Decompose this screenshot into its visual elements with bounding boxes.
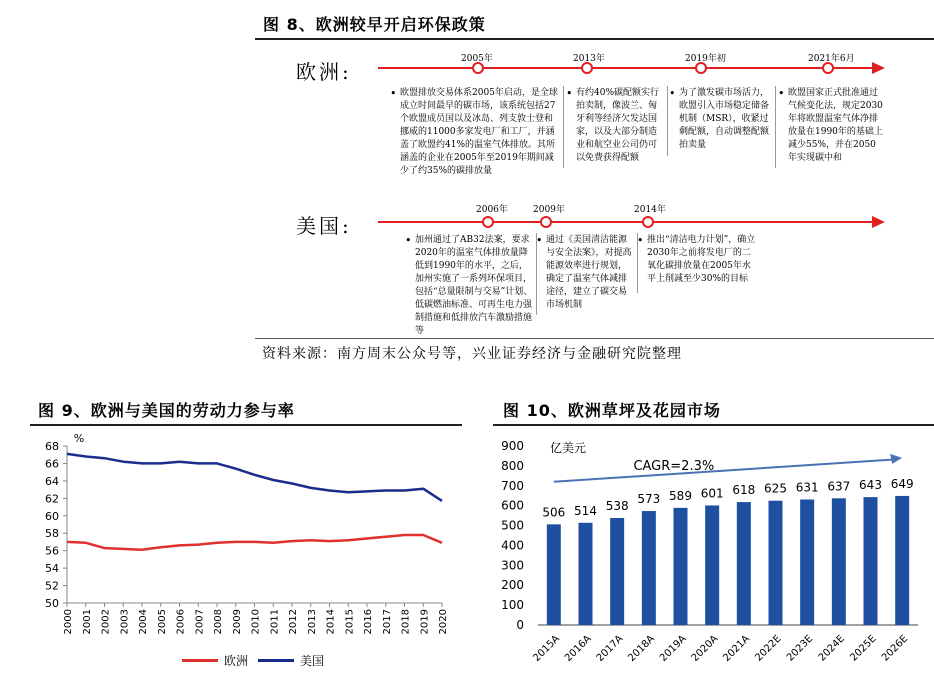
fig9-title-rule (30, 424, 462, 426)
eu-year-2005: 2005年 (461, 54, 493, 64)
fig8-title: 图 8、欧洲较早开启环保政策 (263, 15, 486, 34)
bar-2026E (895, 496, 909, 625)
fig10-title-rule (493, 424, 934, 426)
x-tick-label: 2025E (848, 633, 879, 664)
us-dot-2006 (483, 217, 493, 227)
x-tick-label: 2000 (63, 609, 74, 635)
x-tick-label: 2023E (785, 633, 816, 664)
x-tick-label: 2015A (531, 633, 562, 664)
eu-timeline-arrow (872, 62, 885, 74)
x-tick-label: 2019 (419, 609, 431, 635)
y-tick-label: 64 (45, 474, 59, 488)
x-tick-label: 2021A (721, 633, 752, 664)
y-tick-label: 50 (45, 597, 59, 610)
y-tick-label: 800 (501, 458, 524, 473)
us-event-2009: • 通过《美国清洁能源与安全法案》，对提高能源效率进行规划，确定了温室气体减排途径，建立了碳交易市场机制 (536, 234, 632, 312)
bar-2020A (705, 505, 719, 625)
x-tick-label: 2018A (626, 633, 657, 664)
x-tick-label: 2016 (363, 609, 374, 635)
fig9-title: 图 9、欧洲与美国的劳动力参与率 (38, 401, 295, 420)
y-tick-label: 600 (501, 498, 524, 513)
bar-value-label: 506 (542, 505, 566, 520)
eu-dot-2019 (696, 63, 706, 73)
x-tick-label: 2020A (689, 633, 721, 664)
eu-year-2021: 2021年6月 (808, 54, 855, 64)
y-tick-label: 54 (45, 562, 59, 576)
y-tick-label: 0 (516, 618, 524, 632)
eu-event-2005: • 欧盟排放交易体系2005年启动，是全球成立时间最早的碳市场，该系统包括27个欧盟成员国以及冰岛、列支敦士登和挪威的11000多家发电厂和工厂，并涵盖了欧盟约41%的温室气体排放。其所涵盖的企业在2005年至2019年期间减少了约35%的碳排放量 (390, 87, 558, 178)
fig9-legend-eu (182, 652, 248, 669)
x-tick-label: 2014 (325, 609, 337, 635)
y-tick-label: 500 (501, 518, 524, 533)
us-year-2009: 2009年 (533, 205, 565, 215)
y-tick-label: 100 (501, 598, 524, 613)
us-year-2014: 2014年 (634, 205, 666, 215)
x-tick-label: 2008 (213, 609, 224, 635)
bar-2025E (864, 497, 878, 625)
y-tick-label: 52 (45, 579, 59, 593)
y-tick-label: 300 (501, 558, 524, 573)
x-tick-label: 2010 (250, 609, 262, 635)
x-tick-label: 2005 (156, 609, 168, 635)
x-tick-label: 2015 (344, 609, 356, 635)
bar-2021A (737, 502, 751, 625)
x-tick-label: 2020 (438, 609, 449, 635)
bar-value-label: 601 (700, 486, 724, 501)
bar-2017A (610, 518, 624, 625)
fig9-legend-us (258, 652, 324, 669)
x-tick-label: 2013 (306, 609, 318, 635)
bar-value-label: 631 (795, 480, 819, 495)
x-tick-label: 2009 (231, 609, 243, 635)
y-tick-label: 700 (501, 478, 524, 493)
x-tick-label: 2017 (381, 609, 393, 635)
us-label: 美国: (296, 214, 352, 238)
bar-value-label: 649 (890, 476, 914, 491)
eu-event-2021: • 欧盟国家正式批准通过气候变化法，规定2030年将欧盟温室气体净排放量在1990年的基础上减少55%，并在2050年实现碳中和 (778, 87, 884, 165)
legend-eu-label: 欧洲 (224, 654, 249, 668)
eu-event-2013: • 有约40%碳配额实行拍卖制，像波兰、匈牙利等经济欠发达国家，以及大部分制造业和航空业公司仍可以免费获得配额 (566, 87, 664, 165)
x-tick-label: 2003 (119, 609, 131, 635)
bar-value-label: 573 (637, 492, 661, 507)
fig8-bottom-rule (255, 338, 934, 339)
cagr-arrow-head (890, 454, 902, 464)
x-tick-label: 2024E (816, 633, 847, 664)
x-tick-label: 2026E (880, 633, 911, 664)
y-tick-label: 66 (45, 457, 59, 471)
us-timeline-arrow (872, 216, 885, 228)
garden-market-chart (493, 428, 934, 673)
y-tick-label: 62 (45, 492, 59, 506)
fig8-source: 资料来源：南方周末公众号等，兴业证券经济与金融研究院整理 (262, 346, 682, 362)
x-tick-label: 2012 (288, 609, 299, 635)
fig10-title: 图 10、欧洲草坪及花园市场 (503, 401, 721, 420)
bar-value-label: 625 (764, 481, 787, 496)
eu-year-2019: 2019年初 (685, 54, 726, 64)
series-line-欧洲 (67, 535, 442, 550)
legend-eu-swatch (182, 659, 218, 662)
bar-value-label: 618 (732, 483, 756, 498)
eu-divider-2 (667, 86, 668, 156)
series-line-美国 (67, 454, 442, 501)
y-tick-label: 56 (45, 544, 59, 558)
us-event-2006: • 加州通过了AB32法案，要求2020年的温室气体排放量降低到1990年的水平，之后，加州实施了一系列环保项目，包括“总量限制与交易”计划、低碳燃油标准、可再生电力强制措施和低排放汽车激励措施等 (405, 234, 533, 338)
bar-value-label: 514 (574, 503, 597, 518)
x-tick-label: 2001 (81, 609, 93, 635)
bar-value-label: 643 (859, 478, 882, 493)
x-tick-label: 2004 (138, 609, 149, 635)
us-dot-2014 (643, 217, 653, 227)
bar-value-label: 637 (827, 479, 851, 494)
eu-dot-2021 (823, 63, 833, 73)
bar-2023E (800, 500, 814, 625)
labor-participation-chart (30, 428, 462, 673)
bar-2022E (769, 501, 783, 625)
y-tick-label: 200 (501, 578, 524, 593)
cagr-annotation: CAGR=2.3% (633, 458, 715, 474)
y-unit-label: % (73, 432, 85, 445)
bar-2019A (674, 508, 688, 625)
bar-2015A (547, 524, 561, 625)
x-tick-label: 2022E (753, 633, 784, 664)
bar-2018A (642, 511, 656, 625)
x-tick-label: 2006 (175, 609, 187, 635)
eu-dot-2013 (582, 63, 592, 73)
y-tick-label: 68 (45, 440, 59, 453)
y-tick-label: 60 (45, 509, 59, 523)
bar-2024E (832, 498, 846, 625)
y-tick-label: 900 (501, 439, 524, 453)
x-tick-label: 2016A (563, 633, 594, 664)
x-tick-label: 2002 (100, 609, 112, 635)
bar-value-label: 589 (669, 488, 692, 503)
eu-divider-1 (563, 86, 564, 168)
us-event-2014: • 推出“清洁电力计划”，确立2030年之前将发电厂的二氧化碳排放量在2005年水平上削减至少30%的目标 (637, 234, 757, 286)
us-dot-2009 (541, 217, 551, 227)
x-tick-label: 2018 (400, 609, 412, 635)
legend-us-swatch (258, 659, 294, 662)
eu-divider-3 (775, 86, 776, 168)
x-tick-label: 2007 (194, 609, 206, 635)
y-unit-label: 亿美元 (549, 441, 587, 455)
eu-event-2019: • 为了激发碳市场活力，欧盟引入市场稳定储备机制（MSR），收紧过剩配额，自动调整配额拍卖量 (669, 87, 770, 152)
y-tick-label: 400 (501, 538, 524, 553)
x-tick-label: 2011 (269, 609, 281, 635)
legend-us-label: 美国 (300, 654, 325, 668)
x-tick-label: 2019A (658, 633, 689, 664)
us-year-2006: 2006年 (476, 205, 508, 215)
eu-dot-2005 (473, 63, 483, 73)
eu-label: 欧洲: (296, 60, 352, 84)
bar-value-label: 538 (605, 498, 629, 513)
y-tick-label: 58 (45, 527, 59, 541)
eu-year-2013: 2013年 (573, 54, 605, 64)
bar-2016A (579, 523, 593, 625)
x-tick-label: 2017A (594, 633, 626, 664)
